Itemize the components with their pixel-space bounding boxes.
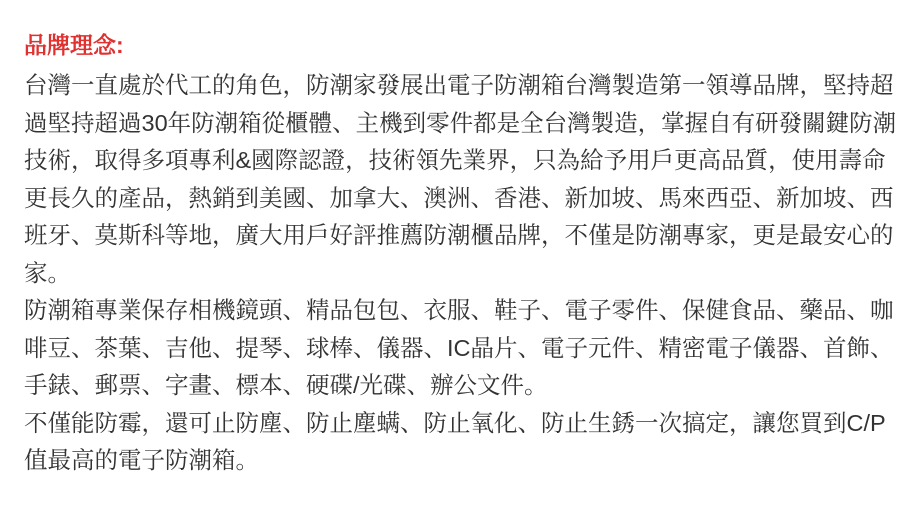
protection-features-paragraph: 不僅能防霉，還可止防塵、防止塵螨、防止氧化、防止生銹一次搞定，讓您買到C/P值最高的電子防潮箱。	[24, 409, 886, 473]
section-title: 品牌理念:	[24, 32, 124, 58]
storage-items-paragraph: 防潮箱專業保存相機鏡頭、精品包包、衣服、鞋子、電子零件、保健食品、藥品、咖啡豆、茶葉、吉他、提琴、球棒、儀器、IC晶片、電子元件、精密電子儀器、首飾、手錶、郵票、字畫、標本、硬碟/光碟、辦公文件。	[24, 297, 894, 398]
brand-intro-paragraph: 台灣一直處於代工的角色，防潮家發展出電子防潮箱台灣製造第一領導品牌，堅持超過堅持超過30年防潮箱從櫃體、主機到零件都是全台灣製造，掌握自有研發關鍵防潮技術，取得多項專利&國際認證，技術領先業界，只為給予用戶更高品質，使用壽命更長久的產品，熱銷到美國、加拿大、澳洲、香港、新加坡、馬來西亞、新加坡、西班牙、莫斯科等地，廣大用戶好評推薦防潮櫃品牌，不僅是防潮專家，更是最安心的家。	[24, 72, 897, 286]
